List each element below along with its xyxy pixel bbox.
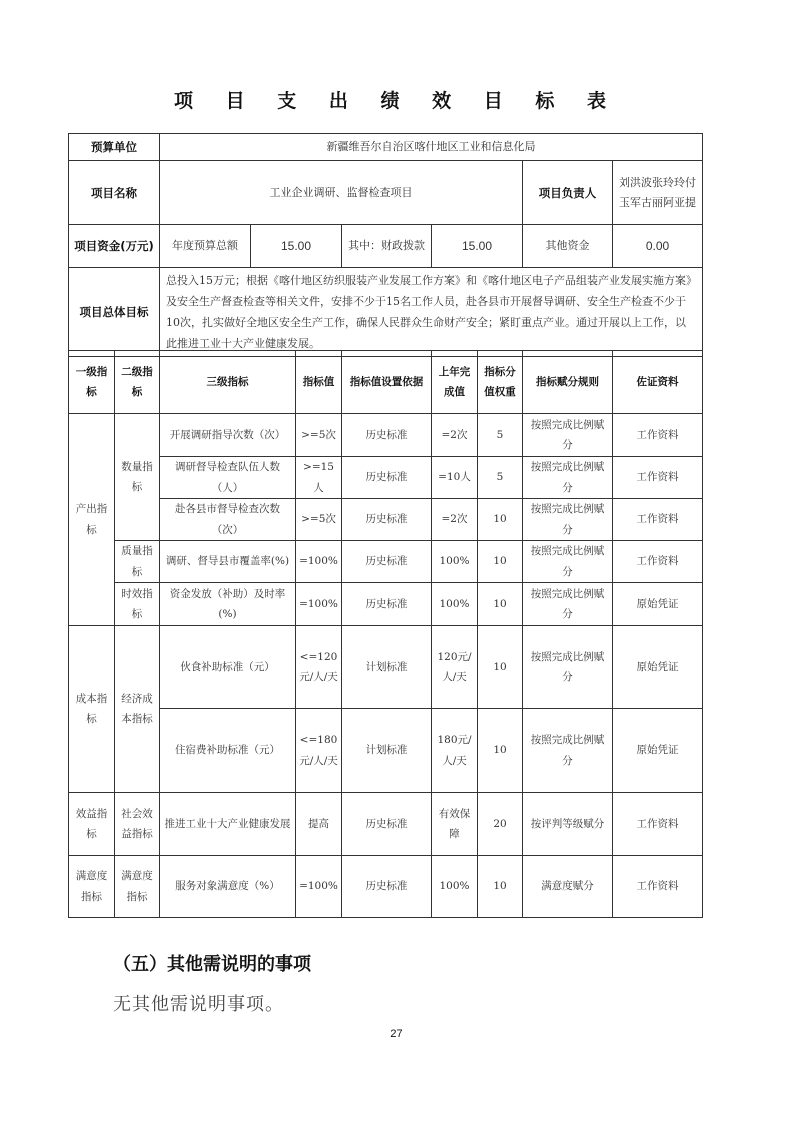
table-row <box>69 793 703 856</box>
row-rule: 按照完成比例赋分 <box>523 583 613 626</box>
row-name: 调研、督导县市覆盖率(%) <box>160 541 296 583</box>
other-funds-value: 0.00 <box>613 225 703 268</box>
row-rule: 满意度赋分 <box>523 856 613 918</box>
row-rule: 按评判等级赋分 <box>523 793 613 856</box>
row-value: =100% <box>296 856 342 918</box>
row-basis: 计划标准 <box>342 626 432 709</box>
row-basis: 历史标准 <box>342 457 432 499</box>
level2-satisfaction: 满意度指标 <box>115 856 160 918</box>
row-weight: 10 <box>478 583 523 626</box>
row-basis: 计划标准 <box>342 709 432 793</box>
row-basis: 历史标准 <box>342 793 432 856</box>
section-heading: （五）其他需说明的事项 <box>113 954 311 975</box>
row-name: 服务对象满意度（%） <box>160 856 296 918</box>
level1-satisfaction: 满意度指标 <box>69 856 115 918</box>
overall-goal-row <box>69 268 703 357</box>
section-body: 无其他需说明事项。 <box>113 994 284 1015</box>
table-row <box>69 414 703 457</box>
row-rule: 按照完成比例赋分 <box>523 626 613 709</box>
table-row <box>69 541 703 583</box>
row-rule: 按照完成比例赋分 <box>523 414 613 457</box>
row-weight: 20 <box>478 793 523 856</box>
annual-budget-value: 15.00 <box>251 225 342 268</box>
table-row <box>69 583 703 626</box>
table-row <box>69 856 703 918</box>
row-evidence: 原始凭证 <box>613 626 703 709</box>
project-funds-label: 项目资金(万元) <box>69 225 160 268</box>
row-rule: 按照完成比例赋分 <box>523 499 613 541</box>
header-weight: 指标分值权重 <box>478 351 523 414</box>
row-evidence: 工作资料 <box>613 457 703 499</box>
row-name: 伙食补助标准（元） <box>160 626 296 709</box>
row-weight: 10 <box>478 499 523 541</box>
annual-budget-label: 年度预算总额 <box>160 225 251 268</box>
indicator-header-row <box>69 351 703 414</box>
row-evidence: 工作资料 <box>613 541 703 583</box>
row-basis: 历史标准 <box>342 414 432 457</box>
budget-unit-label: 预算单位 <box>69 134 160 161</box>
header-level2: 二级指标 <box>115 351 160 414</box>
row-weight: 5 <box>478 457 523 499</box>
row-last-year: =2次 <box>432 414 478 457</box>
level1-output: 产出指标 <box>69 414 115 626</box>
level1-benefit: 效益指标 <box>69 793 115 856</box>
row-basis: 历史标准 <box>342 856 432 918</box>
level2-timeliness: 时效指标 <box>115 583 160 626</box>
row-evidence: 工作资料 <box>613 499 703 541</box>
row-weight: 10 <box>478 709 523 793</box>
row-value: 提高 <box>296 793 342 856</box>
header-level3: 三级指标 <box>160 351 296 414</box>
row-rule: 按照完成比例赋分 <box>523 709 613 793</box>
project-name-row <box>69 161 703 225</box>
row-last-year: 100% <box>432 583 478 626</box>
project-leader-value: 刘洪波张玲玲付玉军古丽阿亚提 <box>613 161 703 225</box>
budget-unit-value: 新疆维吾尔自治区喀什地区工业和信息化局 <box>160 134 703 161</box>
row-value: <=120元/人/天 <box>296 626 342 709</box>
row-evidence: 工作资料 <box>613 793 703 856</box>
row-weight: 10 <box>478 626 523 709</box>
row-evidence: 原始凭证 <box>613 709 703 793</box>
table-row <box>69 499 703 541</box>
row-value: >=5次 <box>296 499 342 541</box>
table-row <box>69 709 703 793</box>
row-name: 开展调研指导次数（次） <box>160 414 296 457</box>
row-value: <=180元/人/天 <box>296 709 342 793</box>
project-funds-row <box>69 225 703 268</box>
row-name: 推进工业十大产业健康发展 <box>160 793 296 856</box>
row-value: >=15人 <box>296 457 342 499</box>
row-evidence: 原始凭证 <box>613 583 703 626</box>
table-row <box>69 457 703 499</box>
page-number: 27 <box>390 1028 403 1040</box>
row-last-year: 100% <box>432 856 478 918</box>
project-leader-label: 项目负责人 <box>523 161 613 225</box>
row-basis: 历史标准 <box>342 541 432 583</box>
row-last-year: 有效保障 <box>432 793 478 856</box>
row-last-year: =2次 <box>432 499 478 541</box>
project-name-value: 工业企业调研、监督检查项目 <box>160 161 523 225</box>
table-row <box>69 626 703 709</box>
row-value: =100% <box>296 541 342 583</box>
level2-quantity: 数量指标 <box>115 414 160 541</box>
header-last-year: 上年完成值 <box>432 351 478 414</box>
row-name: 调研督导检查队伍人数（人） <box>160 457 296 499</box>
level2-economic-cost: 经济成本指标 <box>115 626 160 793</box>
overall-goal-value: 总投入15万元；根据《喀什地区纺织服装产业发展工作方案》和《喀什地区电子产品组装产业发展实施方案》及安全生产督查检查等相关文件，安排不少于15名工作人员，赴各县市开展督导调研、安全生产检查不少于10次，扎实做好全地区安全生产工作，确保人民群众生命财产安全；紧盯重点产业。通过开展以上工作，以此推进工业十大产业健康发展。 <box>160 268 703 357</box>
row-evidence: 工作资料 <box>613 414 703 457</box>
header-basis: 指标值设置依据 <box>342 351 432 414</box>
row-name: 住宿费补助标准（元） <box>160 709 296 793</box>
level2-social-benefit: 社会效益指标 <box>115 793 160 856</box>
page-title: 项 目 支 出 绩 效 目 标 表 <box>174 90 619 112</box>
other-funds-label: 其他资金 <box>523 225 613 268</box>
row-last-year: 180元/人/天 <box>432 709 478 793</box>
row-weight: 10 <box>478 856 523 918</box>
row-weight: 5 <box>478 414 523 457</box>
level2-quality: 质量指标 <box>115 541 160 583</box>
row-basis: 历史标准 <box>342 583 432 626</box>
overall-goal-label: 项目总体目标 <box>69 268 160 357</box>
project-name-label: 项目名称 <box>69 161 160 225</box>
budget-unit-row <box>69 134 703 161</box>
summary-table <box>68 133 703 357</box>
header-indicator-value: 指标值 <box>296 351 342 414</box>
row-evidence: 工作资料 <box>613 856 703 918</box>
row-last-year: 120元/人/天 <box>432 626 478 709</box>
row-last-year: 100% <box>432 541 478 583</box>
fiscal-funds-value: 15.00 <box>432 225 523 268</box>
row-basis: 历史标准 <box>342 499 432 541</box>
header-level1: 一级指标 <box>69 351 115 414</box>
row-name: 资金发放（补助）及时率(%) <box>160 583 296 626</box>
row-rule: 按照完成比例赋分 <box>523 541 613 583</box>
level1-cost: 成本指标 <box>69 626 115 793</box>
row-weight: 10 <box>478 541 523 583</box>
row-value: >=5次 <box>296 414 342 457</box>
row-rule: 按照完成比例赋分 <box>523 457 613 499</box>
header-scoring-rule: 指标赋分规则 <box>523 351 613 414</box>
row-last-year: =10人 <box>432 457 478 499</box>
header-evidence: 佐证资料 <box>613 351 703 414</box>
fiscal-funds-label: 其中：财政拨款 <box>342 225 432 268</box>
row-name: 赴各县市督导检查次数（次） <box>160 499 296 541</box>
indicator-table <box>68 350 703 918</box>
row-value: =100% <box>296 583 342 626</box>
